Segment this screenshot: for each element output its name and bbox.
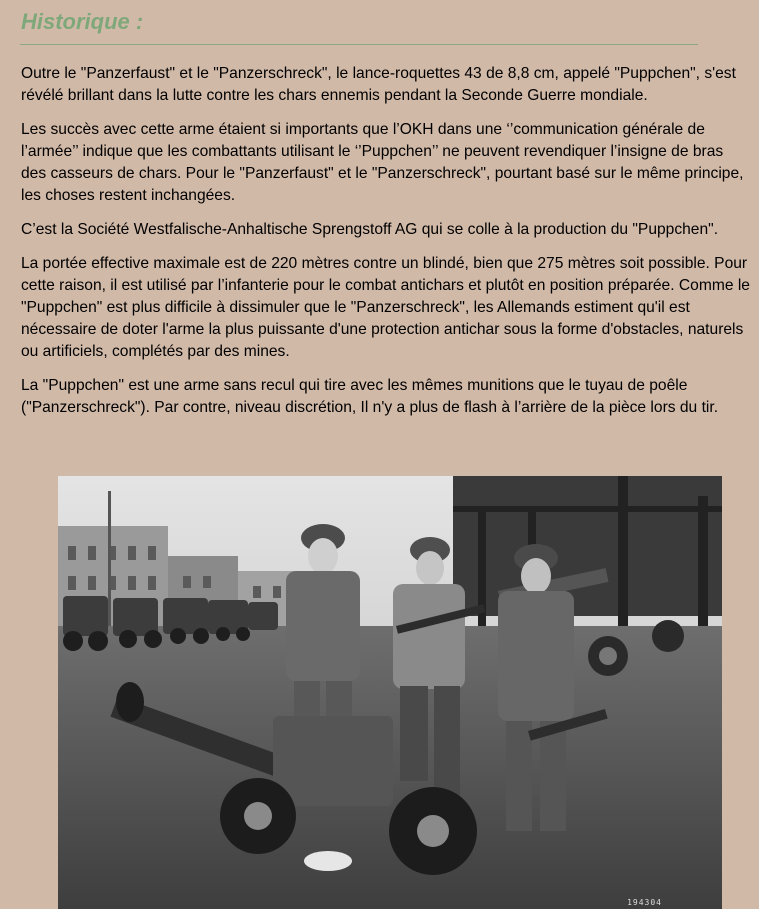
page-title: Historique : [21, 9, 144, 34]
article-body [21, 63, 751, 431]
paragraph-4: La portée effective maximale est de 220 mètres contre un blindé, bien que 275 mètres soit possible. Pour cette raison, il est utilisé par l’infanterie pour le combat antichars et plutôt en position préparée. Comme le "Puppchen" est plus difficile à dissimuler que le "Panzerschreck", les Allemands estiment qu'il est nécessaire de doter l'arme la plus puissante d'une protection antichar sous la forme d'obstacles, naturels ou artificiels, complétés par des mines. [21, 255, 750, 360]
paragraph-5: La "Puppchen" est une arme sans recul qui tire avec les mêmes munitions que le tuyau de poêle ("Panzerschreck"). Par contre, niveau discrétion, Il n'y a plus de flash à l’arrière de la pièce lors du tir. [21, 377, 719, 416]
photo-archive-number: 194304 [627, 898, 662, 907]
title-divider [20, 44, 698, 45]
paragraph-3: C’est la Société Westfalische-Anhaltische Sprengstoff AG qui se colle à la production du "Puppchen". [21, 221, 719, 238]
photo-illustration [58, 476, 722, 909]
paragraph-2: Les succès avec cette arme étaient si importants que l’OKH dans une ‘’communication générale de l’armée’’ indique que les combattants utilisant le ‘’Puppchen’’ ne peuvent revendiquer l’insigne de bras des casseurs de chars. Pour le "Panzerfaust" et le "Panzerschreck", pourtant basé sur le même principe, les choses restent inchangées. [21, 121, 744, 204]
historical-photo [58, 476, 722, 909]
paragraph-1: Outre le "Panzerfaust" et le "Panzerschreck", le lance-roquettes 43 de 8,8 cm, appelé "Puppchen", s'est révélé brillant dans la lutte contre les chars ennemis pendant la Seconde Guerre mondiale. [21, 65, 736, 104]
